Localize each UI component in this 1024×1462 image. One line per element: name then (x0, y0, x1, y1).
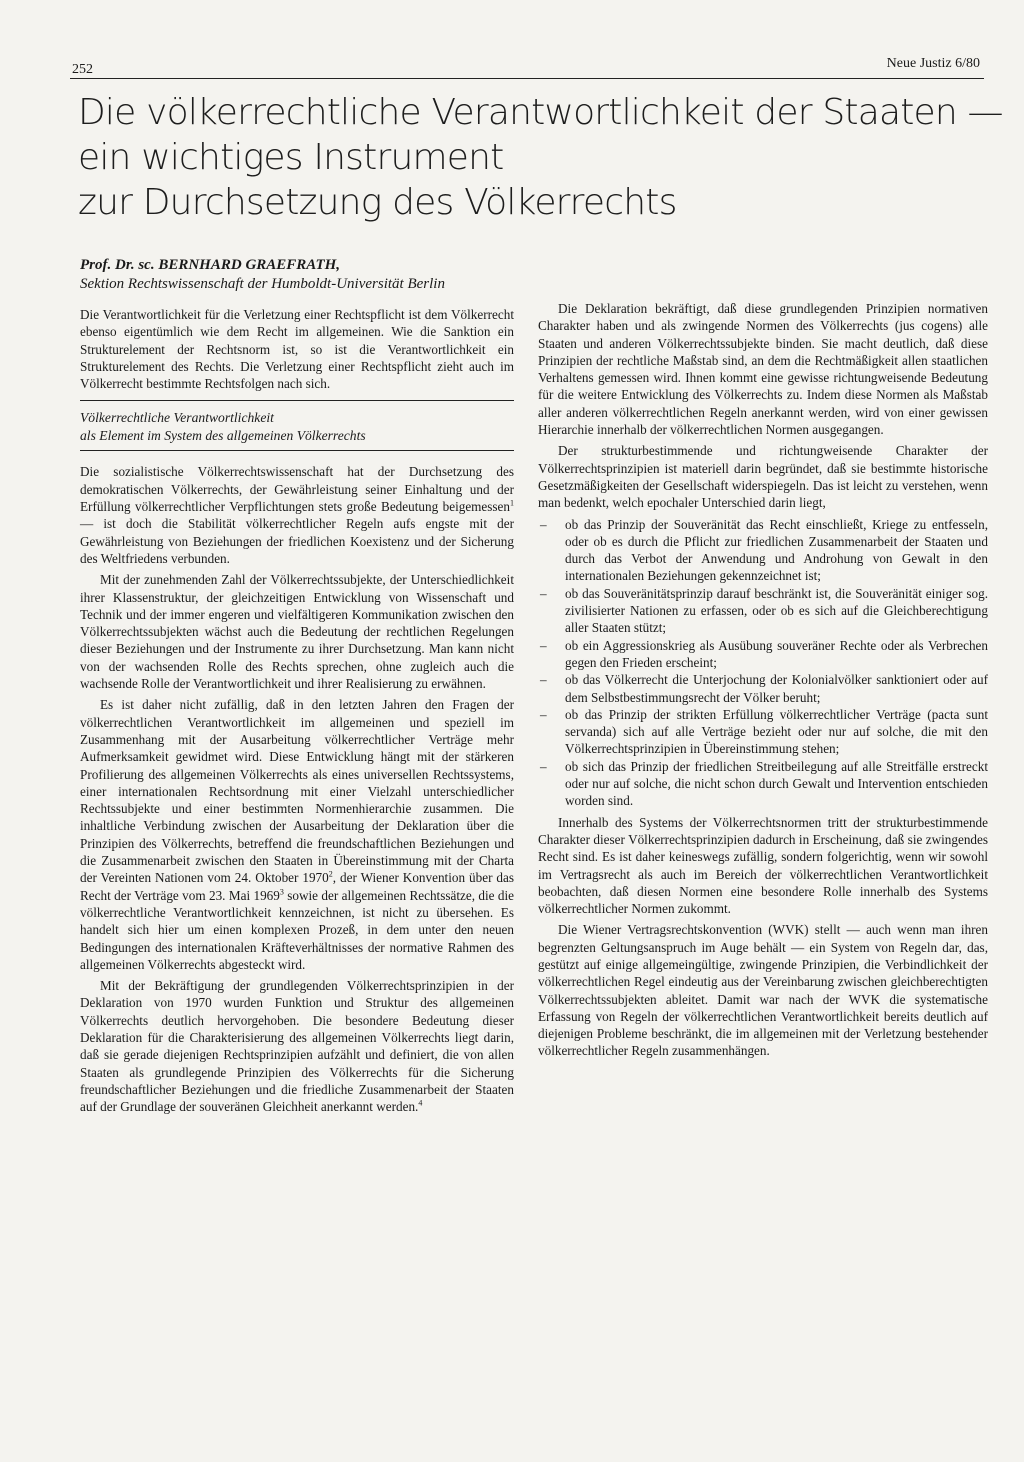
dash-list (538, 516, 988, 810)
article-title (78, 90, 1003, 225)
author-block (80, 256, 445, 294)
body-paragraph (80, 463, 514, 567)
body-paragraph: Mit der zunehmenden Zahl der Völkerrechtssubjekte, der Unterschiedlichkeit ihrer Klassenstruktur, der gleichzeitigen Entwicklung von Wissenschaft und Technik und der immer engeren und vielfältigeren Kommunikation zwischen den Völkerrechtssubjekten wächst auch die Bedeutung der rechtlichen Regelungen dieser Beziehungen und der Instrumente zu ihrer Durchsetzung. Man kann nicht von der wachsenden Rolle des Rechts sprechen, ohne zugleich auch die wachsende Rolle der Verantwortlichkeit und ihrer Realisierung zu erwähnen. (80, 572, 514, 692)
list-item: – ob ein Aggressionskrieg als Ausübung souveräner Rechte oder als Verbrechen gegen den Frieden erscheint; (538, 637, 988, 672)
section-heading-line: als Element im System des allgemeinen Völkerrechts (80, 427, 366, 443)
section-rule (80, 400, 514, 401)
text-run: Es ist daher nicht zufällig, daß in den letzten Jahren den Fragen der völkerrechtlichen Verantwortlichkeit im allgemeinen und speziell im Zusammenhang mit der Ausarbeitung völkerrechtlicher Verträge mehr Aufmerksamkeit gewidmet wird. Diese Entwicklung hängt mit der stärkeren Profilierung des allgemeinen Völkerrechts als eines universellen Rechtssystems, einer internationalen Rechtsordnung mit einer Vielzahl unterschiedlicher Rechtssubjekte und einer bestimmten Normenhierarchie zusammen. Die inhaltliche Verbindung zwischen der Ausarbeitung der Deklaration über die Prinzipien des Völkerrechts, betreffend die freundschaftlichen Beziehungen und die Zusammenarbeit zwischen den Staaten in Übereinstimmung mit der Charta der Vereinten Nationen vom 24. Oktober 1970 (80, 697, 514, 886)
text-run: Die sozialistische Völkerrechtswissenschaft hat der Durchsetzung des demokratischen Völkerrechts, der Gewährleistung seiner Einhaltung und der Erfüllung völkerrechtlicher Verpflichtungen stets große Bedeutung beigemessen (80, 464, 514, 515)
footnote-ref: 2 (328, 869, 333, 879)
text-run: Mit der Bekräftigung der grundlegenden Völkerrechtsprinzipien in der Deklaration von 1970 wurden Funktion und Struktur des allgemeinen Völkerrechts deutlich hervorgehoben. Die besondere Bedeutung dieser Deklaration für die Charakterisierung des allgemeinen Völkerrechts liegt darin, daß sie gerade diejenigen Rechtsprinzipien aufzählt und definiert, die von allen Staaten als grundlegende Prinzipien des Völkerrechts für die Sicherung freundschaftlicher Beziehungen und die friedliche Zusammenarbeit der Staaten auf der Grundlage der souveränen Gleichheit anerkannt werden. (80, 978, 514, 1115)
section-heading (80, 409, 514, 444)
footnote-ref: 1 (510, 498, 514, 508)
body-paragraph: Die Deklaration bekräftigt, daß diese grundlegenden Prinzipien normativen Charakter haben und als zwingende Normen des Völkerrechts (jus cogens) alle Staaten und anderen Völkerrechtssubjekte binden. Sie macht deutlich, daß diese Prinzipien der rechtliche Maßstab sind, an dem die Rechtmäßigkeit allen staatlichen Verhaltens gemessen wird. Ihnen kommt eine gewisse richtungweisende Bedeutung für die weitere Entwicklung des Völkerrechts zu. Indem diese Normen als Maßstab aller anderen völkerrechtlichen Regeln anerkannt werden, wird von einer gewissen Hierarchie innerhalb der völkerrechtlichen Normen ausgegangen. (538, 301, 988, 438)
body-paragraph (80, 977, 514, 1115)
page-number: 252 (72, 62, 93, 77)
body-paragraph: Innerhalb des Systems der Völkerrechtsnormen tritt der strukturbestimmende Charakter dieser Völkerrechtsprinzipien dadurch in Erscheinung, daß sie zwingendes Recht sind. Es ist daher keineswegs zufällig, sondern folgerichtig, wenn wir sowohl im Vertragsrecht als auch im Bereich der völkerrechtlichen Verantwortlichkeit beobachten, daß diesen Normen eine besondere Rolle innerhalb des Systems völkerrechtlicher Normen zukommt. (538, 814, 988, 917)
title-line: Die völkerrechtliche Verantwortlichkeit der Staaten — (78, 92, 1003, 133)
author-affiliation: Sektion Rechtswissenschaft der Humboldt-Universität Berlin (80, 276, 445, 292)
section-rule-bottom (80, 450, 514, 451)
text-run: sowie der allgemeinen Rechtssätze, die die völkerrechtliche Verantwortlichkeit kennzeichnen, ist nicht zu übersehen. Es handelt sich hier um einen komplexen Prozeß, in dem unter den neuen Bedingungen des internationalen Kräfteverhältnisses der normative Rahmen des allgemeinen Völkerrechts abgesteckt wird. (80, 887, 514, 972)
intro-paragraph: Die Verantwortlichkeit für die Verletzung einer Rechtspflicht ist dem Völkerrecht ebenso eigentümlich wie dem Recht im allgemeinen. Wie die Sanktion ein Strukturelement der Rechtsnorm ist, so ist die Verantwortlichkeit ein Strukturelement des Rechts. Die Verletzung einer Rechtspflicht zieht auch im Völkerrecht bestimmte Rechtsfolgen nach sich. (80, 307, 514, 392)
body-paragraph (80, 696, 514, 973)
author-name: Prof. Dr. sc. BERNHARD GRAEFRATH, (80, 257, 341, 273)
right-column (538, 300, 988, 1064)
text-run: , der Wiener Konvention über das Recht der Verträge vom 23. Mai 1969 (80, 870, 515, 903)
list-item: – ob sich das Prinzip der friedlichen Streitbeilegung auf alle Streitfälle erstreckt oder nur auf solche, die nicht schon durch Gewalt und Intervention entschieden worden sind. (538, 758, 988, 810)
list-item: – ob das Prinzip der Souveränität das Recht einschließt, Kriege zu entfesseln, oder ob es durch die Pflicht zur friedlichen Zusammenarbeit der Staaten und durch das Verbot der Anwendung und Androhung von Gewalt in den internationalen Beziehungen gekennzeichnet ist; (538, 516, 988, 585)
list-item: – ob das Völkerrecht die Unterjochung der Kolonialvölker sanktioniert oder auf dem Selbstbestimmungsrecht der Völker beruht; (538, 671, 988, 706)
title-line: zur Durchsetzung des Völkerrechts (78, 182, 677, 223)
journal-issue: Neue Justiz 6/80 (886, 56, 980, 71)
footnote-ref: 4 (418, 1098, 423, 1108)
title-line: ein wichtiges Instrument (78, 137, 504, 178)
text-run: — ist doch die Stabilität völkerrechtlicher Regeln aufs engste mit der Gewährleistung von Beziehungen der friedlichen Koexistenz und der Sicherung des Weltfriedens verbunden. (80, 516, 514, 566)
header-rule (70, 78, 984, 79)
body-paragraph: Der strukturbestimmende und richtungweisende Charakter der Völkerrechtsprinzipien ist materiell darin begründet, daß sie bestimmte historische Gesetzmäßigkeiten der Gesellschaft widerspiegeln. Das ist leicht zu verstehen, wenn man bedenkt, welch epochaler Unterschied darin liegt, (538, 443, 988, 511)
list-item: – ob das Souveränitätsprinzip darauf beschränkt ist, die Souveränität einiger sog. zivilisierter Nationen zu erfassen, oder ob es sich auf die Gleichberechtigung aller Staaten stützt; (538, 585, 988, 637)
footnote-ref: 3 (279, 887, 284, 897)
left-column (80, 306, 514, 1119)
list-item: – ob das Prinzip der strikten Erfüllung völkerrechtlicher Verträge (pacta sunt servanda) sich auf alle Verträge bezieht oder nur auf solche, die mit den Völkerrechtsprinzipien in Übereinstimmung stehen; (538, 706, 988, 758)
body-paragraph: Die Wiener Vertragsrechtskonvention (WVK) stellt — auch wenn man ihren begrenzten Geltungsanspruch im Auge behält — ein System von Regeln dar, das, gestützt auf einige allgemeingültige, zwingende Prinzipien, die Verbindlichkeit der völkerrechtlichen Regel eindeutig aus der Vereinbarung zwischen gleichberechtigten Völkerrechtssubjekten ableitet. Damit war nach der WVK die systematische Erfassung von Regeln der völkerrechtlichen Verantwortlichkeit bereits deutlich auf diejenigen Probleme beschränkt, die im allgemeinen mit der Verletzung bestehender völkerrechtlicher Regeln zusammenhängen. (538, 922, 988, 1059)
section-heading-line: Völkerrechtliche Verantwortlichkeit (80, 410, 274, 426)
